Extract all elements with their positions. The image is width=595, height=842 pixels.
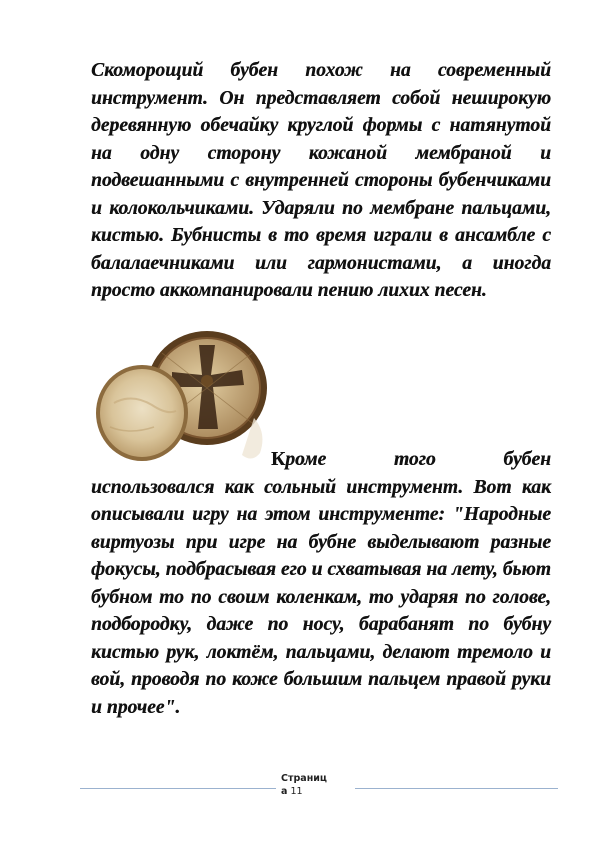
paragraph-tambourine-description: Скоморощий бубен похож на современный инструмент. Он представляет собой неширокую деревянную обечайку круглой формы с натянутой на одну сторону кожаной мембраной и подвешанными с внутренней стороны бубенчиками и колокольчиками. Ударяли по мембране пальцами, кистью. Бубнисты в то время играли в ансамбле с балалаечниками или гармонистами, а иногда просто аккомпанировали пению лихих песен. — [91, 60, 551, 301]
paragraph-solo-text: роме того бубен использовался как сольный инструмент. Вот как описывали игру на этом инструменте: "Народные виртуозы при игре на бубне выделывают разные фокусы, подбрасывая его и схватывая на лету, бьют бубном то по своим коленкам, то ударяя по голове, подбородку, даже по носу, барабанят по бубну кистью рук, локтём, пальцами, делают тремоло и вой, проводя по коже большим пальцем правой руки и прочее". — [91, 449, 551, 718]
page-number: 11 — [290, 786, 303, 797]
footer-rule-left — [80, 788, 276, 789]
paragraph-solo-instrument — [91, 446, 551, 721]
page-label-line2: а — [281, 786, 288, 797]
page-label-line1: Страниц — [281, 773, 327, 784]
page-number-footer — [281, 772, 351, 798]
paragraph-initial-letter: К — [271, 449, 286, 470]
footer-rule-right — [355, 788, 558, 789]
